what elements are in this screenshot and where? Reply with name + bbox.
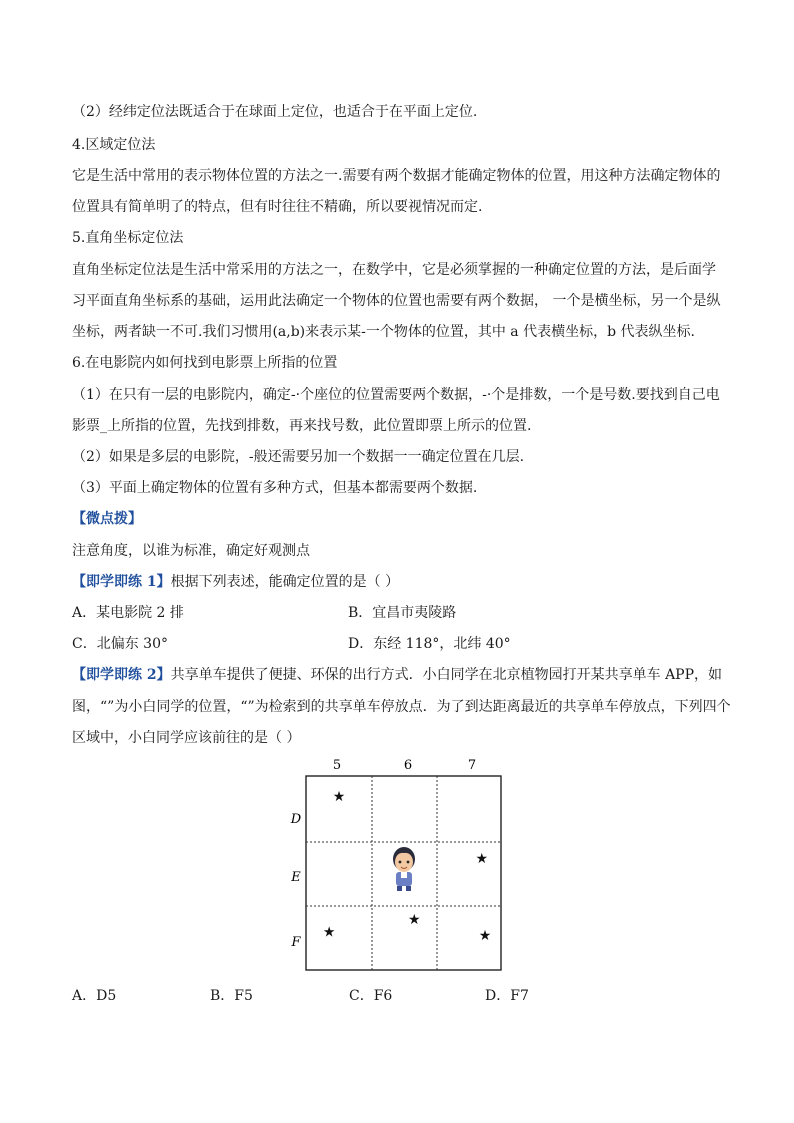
text-line: （2）如果是多层的电影院，-般还需要另加一个数据一一确定位置在几层. xyxy=(72,449,525,465)
star-icon: ★ xyxy=(407,911,421,928)
column-label: 6 xyxy=(403,758,413,773)
star-icon: ★ xyxy=(332,788,346,805)
star-icon: ★ xyxy=(322,924,336,941)
exercise2-text-line2: 图，“”为小白同学的位置，“”为检索到的共享单车停放点．为了到达距离最近的共享单车停放点，下列四个 xyxy=(72,699,731,715)
section-heading: 5.直角坐标定位法 xyxy=(72,230,184,246)
exercise1-options-row1 xyxy=(72,603,712,623)
option-d: D．F7 xyxy=(485,988,529,1004)
exercise1-question xyxy=(72,572,399,592)
exercise2-tag: 【即学即练 2】 xyxy=(72,667,171,683)
exercise1-tag: 【即学即练 1】 xyxy=(72,574,171,590)
tip-heading: 【微点拨】 xyxy=(72,511,142,527)
option-d: D．东经 118°，北纬 40° xyxy=(348,636,511,652)
exercise2-text-line3: 区域中，小白同学应该前往的是（ ） xyxy=(72,730,301,746)
section-heading: 4.区域定位法 xyxy=(72,137,156,153)
column-label: 7 xyxy=(467,758,477,773)
tip-text: 注意角度，以谁为标准，确定好观测点 xyxy=(72,543,310,559)
text-line: （1）在只有一层的电影院内，确定-·个座位的位置需要两个数据，-·个是排数，一个是号数.要找到自己电 xyxy=(72,387,720,403)
option-c: C．F6 xyxy=(349,988,393,1004)
option-b: B．F5 xyxy=(210,988,253,1004)
grid-figure xyxy=(282,754,512,976)
exercise1-text: 根据下列表述，能确定位置的是（ ） xyxy=(170,574,400,590)
exercise2-text-line1: 共享单车提供了便捷、环保的出行方式．小白同学在北京植物园打开某共享单车 APP，如 xyxy=(170,667,723,683)
star-icon: ★ xyxy=(478,927,492,944)
exercise2-options xyxy=(72,986,592,1006)
text-line: （2）经纬定位法既适合于在球面上定位，也适合于在平面上定位. xyxy=(72,104,478,120)
row-label: D xyxy=(290,812,302,827)
text-line: 影票_上所指的位置，先找到排数，再来找号数，此位置即票上所示的位置. xyxy=(72,418,532,434)
section-heading: 6.在电影院内如何找到电影票上所指的位置 xyxy=(72,355,338,371)
text-line: （3）平面上确定物体的位置有多种方式，但基本都需要两个数据. xyxy=(72,480,478,496)
row-label: E xyxy=(291,870,301,885)
option-a: A．D5 xyxy=(72,988,117,1004)
text-line: 习平面直角坐标系的基础，运用此法确定一个物体的位置也需要有两个数据， 一个是横坐标，另一个是纵 xyxy=(72,293,721,309)
person-icon xyxy=(393,847,415,891)
text-line: 位置具有简单明了的特点，但有时往往不精确，所以要视情况而定. xyxy=(72,199,483,215)
column-label: 5 xyxy=(332,758,342,773)
text-line: 坐标，两者缺一不可.我们习惯用(a,b)来表示某-一个物体的位置，其中 a 代表横坐标，b 代表纵坐标. xyxy=(72,324,695,340)
option-b: B．宜昌市夷陵路 xyxy=(348,605,457,621)
option-a: A．某电影院 2 排 xyxy=(72,605,184,621)
row-label: F xyxy=(291,935,301,950)
exercise1-options-row2 xyxy=(72,634,712,654)
option-c: C．北偏东 30° xyxy=(72,636,168,652)
exercise2-question xyxy=(72,665,722,685)
text-line: 直角坐标定位法是生活中常采用的方法之一，在数学中，它是必须掌握的一种确定位置的方法，是后面学 xyxy=(72,262,716,278)
text-line: 它是生活中常用的表示物体位置的方法之一.需要有两个数据才能确定物体的位置，用这种方法确定物体的 xyxy=(72,168,721,184)
star-icon: ★ xyxy=(475,851,489,867)
